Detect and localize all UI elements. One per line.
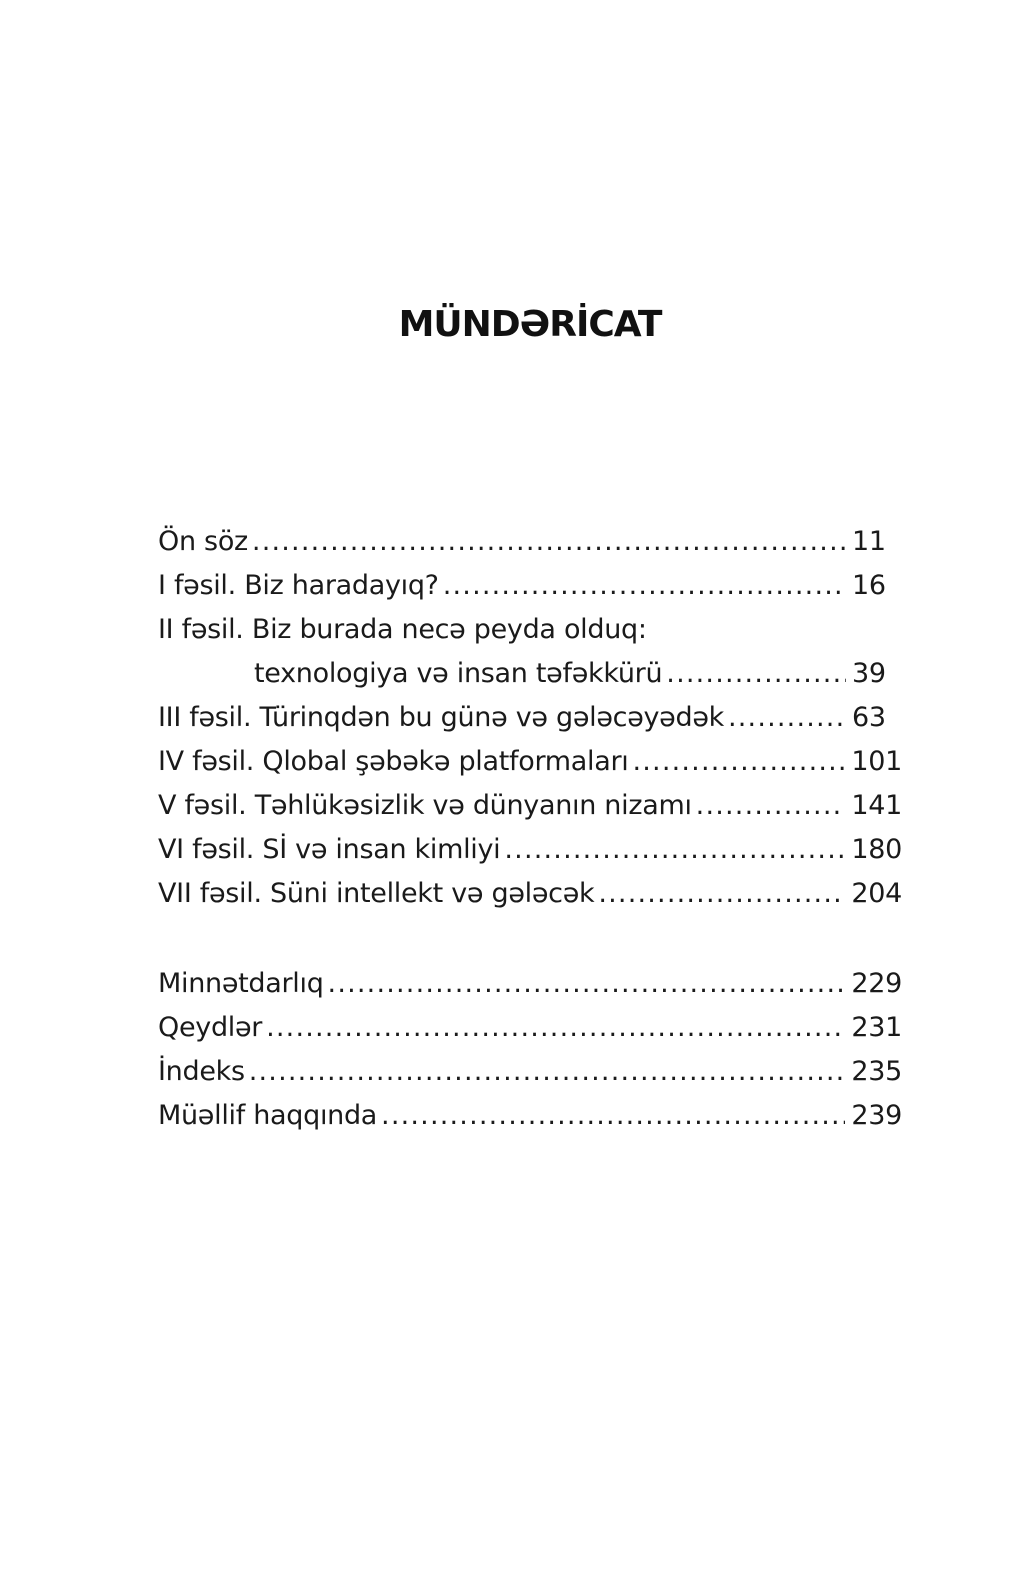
toc-entry-chapter-2-continued[interactable] — [158, 652, 902, 696]
dot-leader — [249, 1050, 846, 1094]
toc-entry-notes[interactable] — [158, 1006, 902, 1050]
toc-entry-label: Müəllif haqqında — [158, 1100, 378, 1131]
dot-leader — [666, 652, 846, 696]
toc-entry-about-author[interactable] — [158, 1094, 902, 1138]
toc-entry-chapter-3[interactable] — [158, 696, 902, 740]
toc-entry-label: İndeks — [158, 1056, 245, 1087]
toc-entry-page: 235 — [851, 1056, 902, 1087]
toc-entry-index[interactable] — [158, 1050, 902, 1094]
dot-leader — [598, 872, 845, 916]
dot-leader — [443, 564, 846, 608]
page-title: MÜNDƏRİCAT — [398, 304, 662, 345]
toc-entry-label: VII fəsil. Süni intellekt və gələcək — [158, 878, 595, 909]
table-of-contents — [158, 520, 902, 916]
toc-entry-label: IV fəsil. Qlobal şəbəkə platformaları — [158, 746, 629, 777]
dot-leader — [381, 1094, 845, 1138]
toc-entry-page: 229 — [851, 968, 902, 999]
toc-entry-page: 204 — [851, 878, 902, 909]
toc-entry-chapter-2[interactable] — [158, 608, 902, 652]
toc-entry-label: Minnətdarlıq — [158, 968, 324, 999]
dot-leader — [696, 784, 846, 828]
dot-leader — [728, 696, 846, 740]
toc-entry-page: 141 — [851, 790, 902, 821]
toc-entry-label: V fəsil. Təhlükəsizlik və dünyanın nizamı — [158, 790, 692, 821]
toc-entry-page: 180 — [851, 834, 902, 865]
toc-entry-label: VI fəsil. Sİ və insan kimliyi — [158, 834, 501, 865]
toc-entry-page: 101 — [851, 746, 902, 777]
toc-entry-label: I fəsil. Biz haradayıq? — [158, 570, 439, 601]
toc-entry-chapter-5[interactable] — [158, 784, 902, 828]
toc-entry-chapter-7[interactable] — [158, 872, 902, 916]
dot-leader — [504, 828, 845, 872]
toc-entry-label: III fəsil. Türinqdən bu günə və gələcəyədək — [158, 702, 724, 733]
back-matter-list — [158, 962, 902, 1138]
dot-leader — [328, 962, 846, 1006]
toc-entry-page: 239 — [851, 1100, 902, 1131]
toc-entry-acknowledgements[interactable] — [158, 962, 902, 1006]
dot-leader — [266, 1006, 845, 1050]
toc-entry-page: 39 — [852, 658, 886, 689]
toc-entry-page: 63 — [852, 702, 886, 733]
toc-entry-chapter-4[interactable] — [158, 740, 902, 784]
toc-entry-label: texnologiya və insan təfəkkürü — [254, 658, 663, 689]
toc-entry-page: 231 — [851, 1012, 902, 1043]
toc-entry-page: 11 — [852, 526, 886, 557]
dot-leader — [252, 520, 846, 564]
toc-entry-chapter-6[interactable] — [158, 828, 902, 872]
toc-entry-page: 16 — [852, 570, 886, 601]
toc-entry-label: Ön söz — [158, 526, 248, 557]
dot-leader — [632, 740, 845, 784]
toc-entry-label: Qeydlər — [158, 1012, 263, 1043]
toc-entry-preface[interactable] — [158, 520, 902, 564]
toc-entry-label: II fəsil. Biz burada necə peyda olduq: — [158, 614, 647, 645]
toc-entry-chapter-1[interactable] — [158, 564, 902, 608]
